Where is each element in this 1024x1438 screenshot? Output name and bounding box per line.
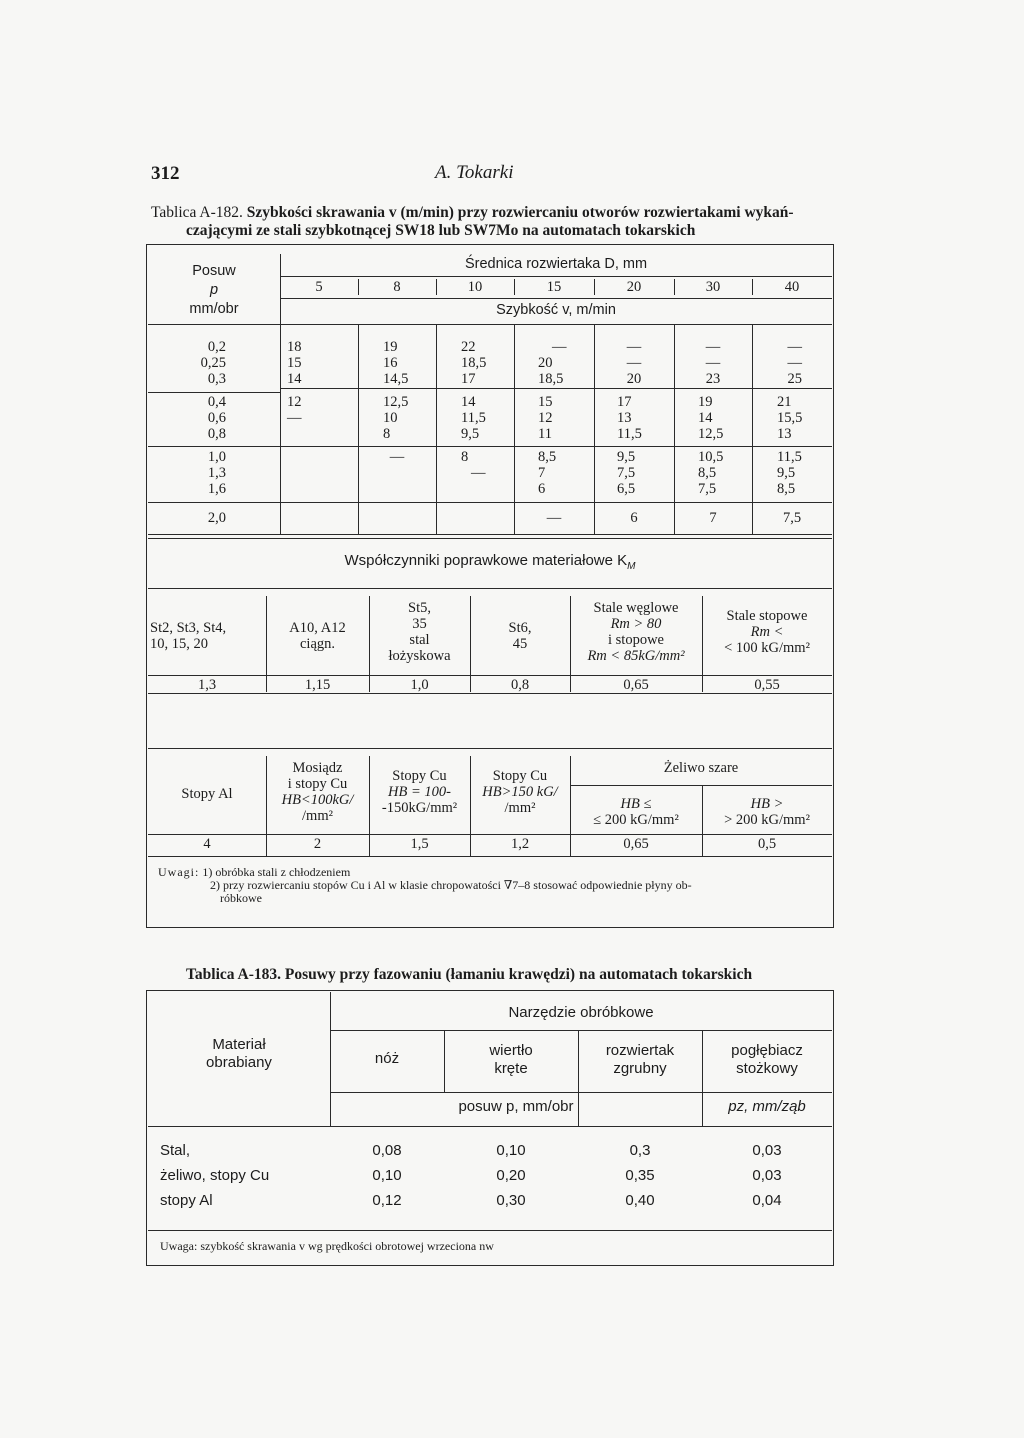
km-cast-soft: 0,65 xyxy=(623,836,649,852)
group-2-d10: 14 11,5 9,5 xyxy=(461,394,486,442)
caption-line-1: Szybkości skrawania v (m/min) przy rozwiercaniu otworów rozwiertakami wykań- xyxy=(246,204,794,221)
feed-header-symbol: p xyxy=(209,282,219,298)
page-number: 312 xyxy=(151,163,180,184)
km-cu-mid: 1,5 xyxy=(410,836,429,852)
table-182-caption xyxy=(151,204,831,222)
km-a10: 1,15 xyxy=(304,677,331,693)
group-3-d30: 10,5 8,5 7,5 xyxy=(698,449,724,497)
speed-header: Szybkość v, m/min xyxy=(496,302,616,318)
feed-countersink: 0,03 0,03 0,04 xyxy=(752,1142,782,1209)
material-st2: St2, St3, St4, 10, 15, 20 xyxy=(150,620,227,652)
diameter-40: 40 xyxy=(784,279,800,295)
group-1-d15: — 20 18,5 xyxy=(538,339,567,387)
km-st2: 1,3 xyxy=(197,677,217,693)
cast-iron-hard: HB > > 200 kG/mm² xyxy=(724,796,810,828)
diameter-30: 30 xyxy=(705,279,721,295)
group-1-d20: — — 20 xyxy=(626,339,642,387)
table-182-caption-2 xyxy=(186,222,695,240)
material-al: Stopy Al xyxy=(181,786,233,802)
group-4-d40: 7,5 xyxy=(782,510,802,526)
diameter-row xyxy=(280,279,832,297)
group-2-d15: 15 12 11 xyxy=(538,394,553,442)
diameter-5: 5 xyxy=(315,279,323,295)
group-2-d20: 17 13 11,5 xyxy=(617,394,642,442)
diameter-header: Średnica rozwiertaka D, mm xyxy=(464,256,648,272)
km-carbon: 0,65 xyxy=(623,677,649,693)
group-4-d30: 7 xyxy=(709,510,717,526)
tool-roughing-reamer: rozwiertak zgrubny xyxy=(605,1042,675,1077)
group-4-d20: 6 xyxy=(630,510,638,526)
material-carbon-steel: Stale węglowe Rm > 80 i stopowe Rm < 85kG/mm² xyxy=(587,600,685,664)
km-al: 4 xyxy=(203,836,211,852)
group-2-d5: 12 — xyxy=(287,394,302,426)
table-182-notes: Uwagi: 1) obróbka stali z chłodzeniem 2) przy rozwiercaniu stopów Cu i Al w klasie chropowatości ∇7–8 stosować odpowiednie płyny ob- róbkowe xyxy=(158,865,692,905)
material-st6: St6, 45 xyxy=(508,620,532,652)
group-1-d5: 18 15 14 xyxy=(287,339,302,387)
material-header: Materiał obrabiany xyxy=(206,1036,272,1071)
material-st5: St5, 35 stal łożyskowa xyxy=(388,600,451,664)
group-2-d30: 19 14 12,5 xyxy=(698,394,724,442)
group-3-d20: 9,5 7,5 6,5 xyxy=(617,449,636,497)
group-3-d8: — xyxy=(389,449,405,465)
material-cu-hard: Stopy Cu HB>150 kG/ /mm² xyxy=(482,768,558,816)
material-cu-mid: Stopy Cu HB = 100- -150kG/mm² xyxy=(381,768,458,816)
feed-group-2: 0,4 0,6 0,8 xyxy=(207,394,226,442)
feed-reamer: 0,3 0,35 0,40 xyxy=(625,1142,655,1209)
diameter-20: 20 xyxy=(626,279,642,295)
feed-knife: 0,08 0,10 0,12 xyxy=(372,1142,402,1209)
km-st6: 0,8 xyxy=(510,677,530,693)
table-183-frame xyxy=(146,990,834,1266)
material-a10: A10, A12 ciągn. xyxy=(289,620,346,652)
feed-unit-1: posuw p, mm/obr xyxy=(458,1098,574,1115)
diameter-15: 15 xyxy=(546,279,562,295)
caption-label: Tablica A-182. xyxy=(151,204,243,221)
material-list: Stal, żeliwo, stopy Cu stopy Al xyxy=(160,1142,270,1209)
cast-iron-soft: HB ≤ ≤ 200 kG/mm² xyxy=(593,796,679,828)
feed-header xyxy=(148,262,280,319)
diameter-10: 10 xyxy=(467,279,483,295)
group-3-d40: 11,5 9,5 8,5 xyxy=(777,449,802,497)
tool-knife: nóż xyxy=(374,1050,400,1067)
diameter-8: 8 xyxy=(393,279,401,295)
group-2-d8: 12,5 10 8 xyxy=(383,394,409,442)
table-183-caption: Tablica A-183. Posuwy przy fazowaniu (łamaniu krawędzi) na automatach tokarskich xyxy=(186,966,753,983)
tool-twist-drill: wiertło kręte xyxy=(489,1042,533,1077)
km-alloy: 0,55 xyxy=(754,677,780,693)
cast-iron-header: Żeliwo szare xyxy=(663,760,739,776)
feed-unit-2: pz, mm/ząb xyxy=(728,1098,806,1115)
feed-drill: 0,10 0,20 0,30 xyxy=(496,1142,526,1209)
km-st5: 1,0 xyxy=(410,677,429,693)
group-1-d30: — — 23 xyxy=(705,339,721,387)
feed-group-1: 0,2 0,25 0,3 xyxy=(200,339,226,387)
tool-countersink: pogłębiacz stożkowy xyxy=(731,1042,803,1077)
km-cast-hard: 0,5 xyxy=(757,836,777,852)
group-2-d40: 21 15,5 13 xyxy=(777,394,803,442)
feed-header-unit: mm/obr xyxy=(189,301,239,317)
group-1-d8: 19 16 14,5 xyxy=(383,339,409,387)
group-3-d15: 8,5 7 6 xyxy=(538,449,557,497)
km-title: Współczynniki poprawkowe materiałowe $K_M$ xyxy=(344,552,636,572)
group-3-d10: 8 — xyxy=(461,449,486,481)
material-alloy-steel: Stale stopowe Rm < < 100 kG/mm² xyxy=(724,608,810,656)
material-brass: Mosiądz i stopy Cu HB<100kG/ /mm² xyxy=(281,760,354,824)
group-1-d10: 22 18,5 17 xyxy=(461,339,487,387)
feed-group-4: 2,0 xyxy=(207,510,226,526)
km-brass: 2 xyxy=(313,836,322,852)
group-4-d15: — xyxy=(546,510,562,526)
running-header: A. Tokarki xyxy=(435,162,514,183)
tool-header: Narzędzie obróbkowe xyxy=(508,1004,654,1021)
caption-line-2: czającymi ze stali szybkotnącej SW18 lub SW7Mo na automatach tokarskich xyxy=(186,222,696,239)
feed-group-3: 1,0 1,3 1,6 xyxy=(207,449,226,497)
km-cu-hard: 1,2 xyxy=(510,836,530,852)
group-1-d40: — — 25 xyxy=(787,339,802,387)
table-183-note: Uwaga: szybkość skrawania v wg prędkości obrotowej wrzeciona nw xyxy=(160,1239,494,1253)
feed-header-label: Posuw xyxy=(192,263,236,279)
